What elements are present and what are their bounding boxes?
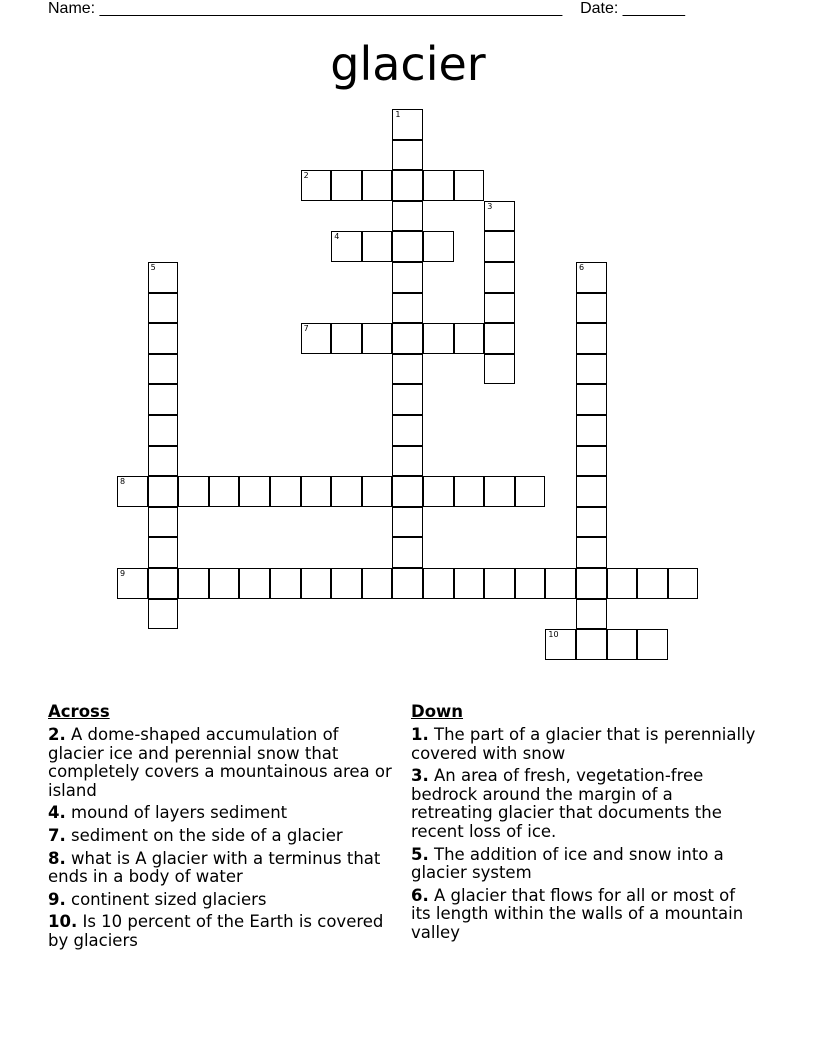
grid-cell[interactable]: [392, 170, 423, 201]
grid-cell[interactable]: [484, 293, 515, 324]
grid-cell[interactable]: [392, 507, 423, 538]
grid-cell[interactable]: [392, 446, 423, 477]
grid-cell[interactable]: [117, 568, 148, 599]
clue-number: 4.: [48, 803, 66, 823]
grid-cell[interactable]: [362, 170, 393, 201]
grid-cell[interactable]: [301, 476, 332, 507]
grid-cell[interactable]: [392, 476, 423, 507]
grid-cell[interactable]: [209, 476, 240, 507]
cell-number: 7: [303, 324, 309, 334]
grid-cell[interactable]: [484, 476, 515, 507]
clue-number: 3.: [411, 766, 429, 786]
cell-number: 2: [303, 171, 309, 181]
down-heading: Down: [411, 702, 464, 721]
grid-cell[interactable]: [392, 262, 423, 293]
clue-number: 9.: [48, 889, 66, 909]
across-clue: [48, 827, 393, 846]
grid-cell[interactable]: [392, 201, 423, 232]
grid-cell[interactable]: [637, 629, 668, 660]
clue-text: mound of layers sediment: [65, 803, 288, 823]
across-clue: [48, 913, 393, 950]
grid-cell[interactable]: [423, 170, 454, 201]
clue-text: sediment on the side of a glacier: [65, 825, 343, 845]
grid-cell[interactable]: [270, 568, 301, 599]
across-clue: [48, 726, 393, 800]
grid-cell[interactable]: [637, 568, 668, 599]
cell-number: 9: [120, 569, 126, 578]
grid-cell[interactable]: [392, 415, 423, 446]
grid-cell[interactable]: [178, 568, 209, 599]
down-clues: [411, 702, 756, 947]
cell-number: 4: [334, 232, 340, 242]
across-clue: [48, 891, 393, 910]
down-clue: [411, 767, 756, 841]
grid-cell[interactable]: [576, 629, 607, 660]
down-clue: [411, 887, 756, 943]
grid-cell[interactable]: [331, 231, 362, 262]
grid-cell[interactable]: [270, 476, 301, 507]
clue-text: An area of fresh, vegetation-free bedrock around the margin of a retreating glacier that documents the recent loss of ice.: [411, 766, 722, 841]
clue-text: A glacier that flows for all or most of its length within the walls of a mountain valley: [411, 885, 744, 942]
grid-cell[interactable]: [148, 262, 179, 293]
clue-number: 1.: [411, 725, 429, 744]
grid-cell[interactable]: [576, 293, 607, 324]
across-clue: [48, 804, 393, 823]
grid-cell[interactable]: [576, 384, 607, 415]
grid-cell[interactable]: [607, 629, 638, 660]
clue-number: 10.: [48, 912, 78, 932]
clue-number: 2.: [48, 725, 66, 744]
grid-cell[interactable]: [148, 568, 179, 599]
cell-number: 10: [548, 630, 559, 640]
grid-cell[interactable]: [576, 354, 607, 385]
down-clue: [411, 846, 756, 883]
cell-number: 6: [579, 263, 585, 272]
cell-number: 1: [395, 110, 401, 119]
grid-cell[interactable]: [209, 568, 240, 599]
grid-cell[interactable]: [576, 599, 607, 630]
grid-cell[interactable]: [515, 476, 546, 507]
clue-text: A dome-shaped accumulation of glacier ice and perennial snow that completely covers a mountainous area or island: [48, 725, 392, 800]
grid-cell[interactable]: [576, 446, 607, 477]
grid-cell[interactable]: [117, 476, 148, 507]
grid-cell[interactable]: [392, 568, 423, 599]
grid-cell[interactable]: [301, 323, 332, 354]
clue-text: Is 10 percent of the Earth is covered by glaciers: [48, 912, 384, 950]
grid-cell[interactable]: [331, 476, 362, 507]
across-heading: Across: [48, 702, 110, 721]
grid-cell[interactable]: [362, 231, 393, 262]
grid-cell[interactable]: [484, 323, 515, 354]
grid-cell[interactable]: [484, 262, 515, 293]
grid-cell[interactable]: [423, 476, 454, 507]
clue-text: continent sized glaciers: [65, 889, 267, 909]
grid-cell[interactable]: [148, 476, 179, 507]
grid-cell[interactable]: [484, 231, 515, 262]
grid-cell[interactable]: [576, 476, 607, 507]
grid-cell[interactable]: [484, 354, 515, 385]
grid-cell[interactable]: [454, 170, 485, 201]
grid-cell[interactable]: [362, 323, 393, 354]
clue-number: 6.: [411, 885, 429, 905]
grid-cell[interactable]: [239, 568, 270, 599]
grid-cell[interactable]: [576, 507, 607, 538]
clue-text: The addition of ice and snow into a glacier system: [411, 844, 724, 883]
grid-cell[interactable]: [484, 201, 515, 232]
clue-number: 7.: [48, 825, 66, 845]
grid-cell[interactable]: [576, 537, 607, 568]
grid-cell[interactable]: [392, 323, 423, 354]
grid-cell[interactable]: [392, 384, 423, 415]
grid-cell[interactable]: [515, 568, 546, 599]
clue-number: 5.: [411, 844, 429, 864]
grid-cell[interactable]: [576, 568, 607, 599]
grid-cell[interactable]: [239, 476, 270, 507]
grid-cell[interactable]: [148, 384, 179, 415]
grid-cell[interactable]: [301, 170, 332, 201]
grid-cell[interactable]: [545, 629, 576, 660]
grid-cell[interactable]: [392, 293, 423, 324]
grid-cell[interactable]: [148, 293, 179, 324]
grid-cell[interactable]: [331, 323, 362, 354]
cell-number: 5: [150, 263, 156, 272]
grid-cell[interactable]: [576, 415, 607, 446]
grid-cell[interactable]: [423, 568, 454, 599]
grid-cell[interactable]: [392, 537, 423, 568]
grid-cell[interactable]: [301, 568, 332, 599]
grid-cell[interactable]: [148, 537, 179, 568]
grid-cell[interactable]: [392, 231, 423, 262]
grid-cell[interactable]: [454, 323, 485, 354]
grid-cell[interactable]: [545, 568, 576, 599]
cell-number: 3: [487, 201, 493, 211]
grid-cell[interactable]: [331, 170, 362, 201]
clue-number: 8.: [48, 848, 66, 868]
puzzle-title: glacier: [330, 37, 486, 91]
grid-cell[interactable]: [454, 476, 485, 507]
grid-cell[interactable]: [178, 476, 209, 507]
grid-cell[interactable]: [148, 446, 179, 477]
grid-cell[interactable]: [454, 568, 485, 599]
grid-cell[interactable]: [392, 109, 423, 140]
grid-cell[interactable]: [331, 568, 362, 599]
name-field-label[interactable]: Name: ____________________________________________________: [48, 0, 563, 17]
across-clues: [48, 702, 393, 955]
grid-cell[interactable]: [148, 323, 179, 354]
grid-cell[interactable]: [484, 568, 515, 599]
grid-cell[interactable]: [148, 507, 179, 538]
cell-number: 8: [120, 477, 126, 487]
down-clue: [411, 726, 756, 763]
grid-cell[interactable]: [148, 354, 179, 385]
grid-cell[interactable]: [148, 599, 179, 630]
grid-cell[interactable]: [607, 568, 638, 599]
grid-cell[interactable]: [392, 354, 423, 385]
across-clue: [48, 850, 393, 887]
grid-cell[interactable]: [423, 323, 454, 354]
grid-cell[interactable]: [362, 568, 393, 599]
clue-text: what is A glacier with a terminus that ends in a body of water: [48, 848, 381, 887]
clue-text: The part of a glacier that is perennially covered with snow: [411, 725, 756, 763]
grid-cell[interactable]: [576, 262, 607, 293]
grid-cell[interactable]: [576, 323, 607, 354]
grid-cell[interactable]: [668, 568, 699, 599]
grid-cell[interactable]: [392, 140, 423, 171]
grid-cell[interactable]: [423, 231, 454, 262]
date-field-label[interactable]: Date: _______: [580, 0, 686, 17]
grid-cell[interactable]: [362, 476, 393, 507]
grid-cell[interactable]: [148, 415, 179, 446]
